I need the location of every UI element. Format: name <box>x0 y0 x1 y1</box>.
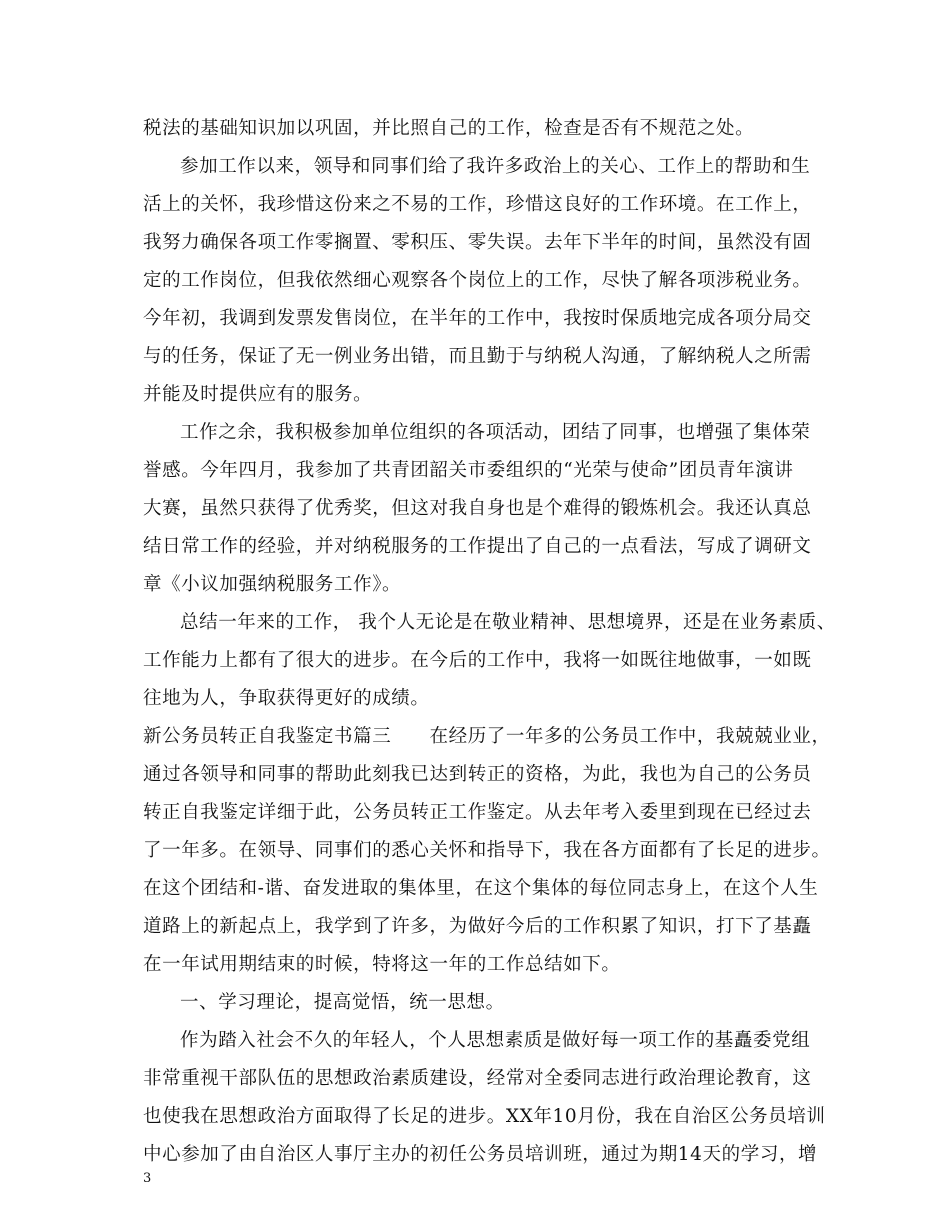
text-line: 誉感。今年四月，我参加了共青团韶关市委组织的“光荣与使命”团员青年演讲 <box>143 460 794 481</box>
text-line: 结日常工作的经验，并对纳税服务的工作提出了自己的一点看法，写成了调研文 <box>143 536 812 557</box>
text-line: 与的任务，保证了无一例业务出错，而且勤于与纳税人沟通，了解纳税人之所需 <box>143 346 812 367</box>
text-line: 并能及时提供应有的服务。 <box>143 384 373 405</box>
text-line: 了一年多。在领导、同事们的悉心关怀和指导下，我在各方面都有了长足的进步。 <box>143 840 831 861</box>
subheading-line: 一、学习理论，提高觉悟，统一思想。 <box>180 992 505 1013</box>
text-line: 大赛，虽然只获得了优秀奖，但这对我自身也是个难得的锻炼机会。我还认真总 <box>143 498 812 519</box>
text-line: 参加工作以来，领导和同事们给了我许多政治上的关心、工作上的帮助和生 <box>180 156 811 177</box>
text-line: 也使我在思想政治方面取得了长足的进步。XX年10月份，我在自治区公务员培训 <box>143 1106 826 1127</box>
text-line: 章《小议加强纳税服务工作》。 <box>143 574 402 595</box>
text-line: 在一年试用期结束的时候，特将这一年的工作总结如下。 <box>143 954 621 975</box>
text-line: 往地为人，争取获得更好的成绩。 <box>143 688 430 709</box>
text-line: 在这个团结和-谐、奋发进取的集体里，在这个集体的每位同志身上，在这个人生 <box>143 878 819 899</box>
section-heading-line: 新公务员转正自我鉴定书篇三 在经历了一年多的公务员工作中，我兢兢业业， <box>143 726 831 747</box>
text-line: 道路上的新起点上，我学到了许多，为做好今后的工作积累了知识，打下了基矗 <box>143 916 812 937</box>
text-line: 定的工作岗位，但我依然细心观察各个岗位上的工作，尽快了解各项涉税业务。 <box>143 270 812 291</box>
text-line: 工作能力上都有了很大的进步。在今后的工作中，我将一如既往地做事，一如既 <box>143 650 812 671</box>
text-line: 税法的基础知识加以巩固，并比照自己的工作，检查是否有不规范之处。 <box>143 118 755 139</box>
text-line: 活上的关怀，我珍惜这份来之不易的工作，珍惜这良好的工作环境。在工作上， <box>143 194 812 215</box>
text-line: 中心参加了由自治区人事厅主办的初任公务员培训班，通过为期14天的学习，增 <box>143 1144 818 1165</box>
text-line: 转正自我鉴定详细于此，公务员转正工作鉴定。从去年考入委里到现在已经过去 <box>143 802 812 823</box>
text-line: 工作之余，我积极参加单位组织的各项活动，团结了同事，也增强了集体荣 <box>180 422 811 443</box>
text-line: 我努力确保各项工作零搁置、零积压、零失误。去年下半年的时间，虽然没有固 <box>143 232 812 253</box>
text-line: 作为踏入社会不久的年轻人，个人思想素质是做好每一项工作的基矗委党组 <box>180 1030 811 1051</box>
text-line: 通过各领导和同事的帮助此刻我已达到转正的资格，为此，我也为自己的公务员 <box>143 764 812 785</box>
text-line: 总结一年来的工作， 我个人无论是在敬业精神、思想境界，还是在业务素质、 <box>180 612 836 633</box>
text-line: 今年初，我调到发票发售岗位，在半年的工作中，我按时保质地完成各项分局交 <box>143 308 812 329</box>
text-line: 非常重视干部队伍的思想政治素质建设，经常对全委同志进行政治理论教育，这 <box>143 1068 812 1089</box>
page-number: 3 <box>143 1171 152 1186</box>
